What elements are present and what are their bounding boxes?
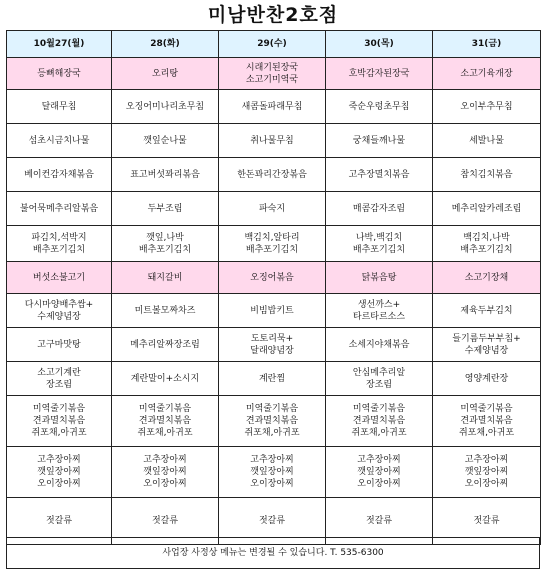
menu-cell-wed xyxy=(219,90,326,124)
menu-item: 장조림 xyxy=(365,379,393,390)
menu-item: 미역줄기볶음 xyxy=(460,404,513,414)
menu-item: 비빔밥키트 xyxy=(250,305,294,316)
menu-cell-mon xyxy=(7,262,112,294)
day-header-thu: 30(목) xyxy=(326,31,433,58)
menu-cell-fri xyxy=(433,124,541,158)
menu-cell-mon xyxy=(7,226,112,262)
menu-cell-fri xyxy=(433,90,541,124)
menu-item: 새콤돌파래무침 xyxy=(241,101,303,112)
menu-item: 고추장아찌 xyxy=(37,455,81,465)
menu-item: 다시마양배추쌈+ xyxy=(24,299,94,310)
weekly-menu-table xyxy=(6,30,541,545)
menu-item: 견과멸치볶음 xyxy=(32,416,86,426)
menu-item: 고추장멸치볶음 xyxy=(348,169,410,180)
menu-cell-tue xyxy=(112,226,219,262)
menu-cell-fri xyxy=(433,396,541,447)
menu-row xyxy=(7,90,541,124)
menu-cell-wed xyxy=(219,328,326,362)
menu-item: 소고기장채 xyxy=(464,272,509,283)
menu-item: 베이컨감자채볶음 xyxy=(24,169,94,180)
menu-cell-fri xyxy=(433,226,541,262)
menu-item: 오이장아찌 xyxy=(357,479,401,489)
menu-row xyxy=(7,262,541,294)
menu-body xyxy=(7,58,541,545)
menu-item: 젓갈류 xyxy=(473,516,500,526)
menu-item: 미역줄기볶음 xyxy=(138,404,192,414)
menu-cell-wed xyxy=(219,192,326,226)
menu-item: 달래무침 xyxy=(41,101,77,112)
menu-item: 깻잎장아찌 xyxy=(357,467,401,477)
menu-cell-wed xyxy=(219,124,326,158)
menu-item: 젓갈류 xyxy=(258,516,286,526)
menu-cell-wed xyxy=(219,294,326,328)
menu-cell-wed xyxy=(219,158,326,192)
footer-notice: 사업장 사정상 메뉴는 변경될 수 있습니다. T. 535-6300 xyxy=(6,537,540,569)
menu-item: 배추포기김치 xyxy=(460,244,513,255)
menu-cell-thu xyxy=(326,294,433,328)
menu-item: 견과멸치볶음 xyxy=(138,416,192,426)
menu-cell-mon xyxy=(7,192,112,226)
day-header-tue: 28(화) xyxy=(112,31,219,58)
menu-item: 오리탕 xyxy=(151,68,179,79)
menu-item: 쥐포채,아귀포 xyxy=(458,428,515,438)
menu-cell-wed xyxy=(219,362,326,396)
menu-item: 고추장아찌 xyxy=(357,455,401,465)
menu-item: 견과멸치볶음 xyxy=(352,416,406,426)
menu-item: 오이부추무침 xyxy=(460,101,513,112)
menu-item: 오이장아찌 xyxy=(464,479,509,489)
menu-cell-tue xyxy=(112,362,219,396)
menu-item: 소세지야채볶음 xyxy=(348,339,410,350)
menu-item: 고구마맛탕 xyxy=(37,339,81,350)
menu-cell-wed xyxy=(219,58,326,90)
menu-item: 메추리알짜장조림 xyxy=(130,339,200,350)
menu-item: 파김치,석박지 xyxy=(31,232,87,243)
menu-item: 쥐포채,아귀포 xyxy=(137,428,193,438)
menu-cell-thu xyxy=(326,192,433,226)
menu-item: 취나물무침 xyxy=(250,135,294,146)
menu-item: 고추장아찌 xyxy=(143,455,187,465)
menu-cell-tue xyxy=(112,396,219,447)
menu-item: 달래양념장 xyxy=(250,345,294,356)
menu-cell-fri xyxy=(433,362,541,396)
menu-item: 도토리묵+ xyxy=(250,333,294,344)
menu-row xyxy=(7,226,541,262)
menu-item: 쥐포채,아귀포 xyxy=(351,428,407,438)
menu-item: 백김치,나박 xyxy=(463,232,510,243)
menu-item: 영양계란장 xyxy=(464,373,509,384)
menu-item: 섬초시금치나물 xyxy=(28,135,90,146)
menu-cell-tue xyxy=(112,294,219,328)
menu-cell-thu xyxy=(326,124,433,158)
day-header-fri: 31(금) xyxy=(433,31,541,58)
menu-row xyxy=(7,396,541,447)
menu-item: 계란찜 xyxy=(258,373,286,384)
menu-cell-fri xyxy=(433,328,541,362)
page-title: 미남반찬2호점 xyxy=(207,4,339,26)
menu-cell-fri xyxy=(433,58,541,90)
menu-row xyxy=(7,158,541,192)
menu-item: 수제양념장 xyxy=(464,345,509,356)
menu-cell-thu xyxy=(326,58,433,90)
menu-cell-thu xyxy=(326,158,433,192)
menu-cell-tue xyxy=(112,192,219,226)
menu-item: 장조림 xyxy=(45,379,73,390)
menu-cell-fri xyxy=(433,447,541,498)
menu-item: 깻잎장아찌 xyxy=(464,467,509,477)
day-header-wed: 29(수) xyxy=(219,31,326,58)
menu-item: 소고기미역국 xyxy=(245,74,299,85)
menu-cell-thu xyxy=(326,226,433,262)
menu-item: 젓갈류 xyxy=(365,516,393,526)
menu-item: 궁채들깨나물 xyxy=(352,135,406,146)
menu-cell-wed xyxy=(219,396,326,447)
menu-item: 죽순우렁초무침 xyxy=(348,101,410,112)
menu-cell-mon xyxy=(7,396,112,447)
menu-cell-mon xyxy=(7,294,112,328)
menu-item: 들기름두부부침+ xyxy=(452,333,521,344)
menu-cell-tue xyxy=(112,58,219,90)
menu-cell-tue xyxy=(112,90,219,124)
day-header-row xyxy=(7,31,541,58)
menu-item: 표고버섯꽈리볶음 xyxy=(130,169,200,180)
menu-cell-mon xyxy=(7,124,112,158)
menu-cell-thu xyxy=(326,328,433,362)
menu-cell-mon xyxy=(7,58,112,90)
menu-item: 생선까스+ xyxy=(357,299,401,310)
menu-cell-thu xyxy=(326,396,433,447)
menu-item: 깻잎장아찌 xyxy=(143,467,187,477)
menu-cell-wed xyxy=(219,262,326,294)
menu-item: 미역줄기볶음 xyxy=(245,404,299,414)
menu-cell-fri xyxy=(433,294,541,328)
menu-item: 안심메추리알 xyxy=(352,367,406,378)
menu-cell-tue xyxy=(112,262,219,294)
menu-item: 깻잎순나물 xyxy=(143,135,187,146)
menu-row xyxy=(7,192,541,226)
menu-cell-wed xyxy=(219,226,326,262)
menu-item: 견과멸치볶음 xyxy=(460,416,513,426)
menu-item: 파숙지 xyxy=(258,203,286,214)
menu-item: 쥐포채,아귀포 xyxy=(31,428,87,438)
menu-item: 배추포기김치 xyxy=(138,244,192,255)
menu-item: 고추장아찌 xyxy=(250,455,294,465)
menu-cell-tue xyxy=(112,447,219,498)
menu-item: 시래기된장국 xyxy=(245,62,299,73)
menu-cell-thu xyxy=(326,262,433,294)
menu-item: 고추장아찌 xyxy=(464,455,509,465)
menu-item: 매콤감자조림 xyxy=(352,203,406,214)
menu-cell-mon xyxy=(7,328,112,362)
menu-cell-thu xyxy=(326,362,433,396)
menu-item: 제육두부김치 xyxy=(460,305,513,316)
menu-item: 두부조림 xyxy=(147,203,183,214)
menu-item: 등뼈해장국 xyxy=(37,68,81,79)
menu-item: 오이장아찌 xyxy=(250,479,294,489)
menu-cell-mon xyxy=(7,90,112,124)
menu-item: 미트볼모짜차즈 xyxy=(134,305,196,316)
menu-cell-fri xyxy=(433,192,541,226)
menu-item: 백김치,알타리 xyxy=(244,232,300,243)
menu-item: 미역줄기볶음 xyxy=(352,404,406,414)
menu-row xyxy=(7,58,541,90)
menu-item: 오징어볶음 xyxy=(250,272,294,283)
menu-item: 불어묵메추리알볶음 xyxy=(19,203,99,214)
menu-item: 버섯소불고기 xyxy=(32,272,86,283)
menu-item: 배추포기김치 xyxy=(245,244,299,255)
menu-item: 메추리알카레조림 xyxy=(451,203,522,214)
menu-item: 오이장아찌 xyxy=(37,479,81,489)
menu-item: 젓갈류 xyxy=(45,516,73,526)
day-header-mon: 10월27(월) xyxy=(7,31,112,58)
menu-item: 깻잎장아찌 xyxy=(250,467,294,477)
menu-cell-mon xyxy=(7,158,112,192)
menu-cell-fri xyxy=(433,262,541,294)
menu-item: 참치김치볶음 xyxy=(460,169,513,180)
menu-item: 돼지갈비 xyxy=(147,272,183,283)
menu-item: 소고기육개장 xyxy=(460,68,513,79)
menu-cell-mon xyxy=(7,362,112,396)
menu-cell-tue xyxy=(112,124,219,158)
menu-item: 깻잎,나박 xyxy=(146,232,184,243)
menu-cell-thu xyxy=(326,90,433,124)
menu-row xyxy=(7,362,541,396)
menu-cell-wed xyxy=(219,447,326,498)
menu-cell-tue xyxy=(112,158,219,192)
menu-cell-fri xyxy=(433,158,541,192)
menu-item: 배추포기김치 xyxy=(32,244,86,255)
menu-item: 세발나물 xyxy=(469,135,504,146)
menu-item: 젓갈류 xyxy=(151,516,179,526)
menu-row xyxy=(7,328,541,362)
menu-cell-mon xyxy=(7,447,112,498)
menu-item: 계란말이+소시지 xyxy=(130,373,200,384)
menu-item: 한돈꽈리간장볶음 xyxy=(237,169,307,180)
menu-item: 호박감자된장국 xyxy=(348,68,410,79)
menu-item: 타르타르소스 xyxy=(352,311,406,322)
menu-cell-tue xyxy=(112,328,219,362)
menu-row xyxy=(7,124,541,158)
menu-item: 소고기계란 xyxy=(37,367,81,378)
menu-row xyxy=(7,294,541,328)
menu-item: 배추포기김치 xyxy=(352,244,406,255)
menu-item: 나박,백김치 xyxy=(355,232,403,243)
menu-cell-thu xyxy=(326,447,433,498)
menu-item: 수제양념장 xyxy=(37,311,81,322)
menu-item: 미역줄기볶음 xyxy=(32,404,86,414)
menu-row xyxy=(7,447,541,498)
menu-item: 닭볶음탕 xyxy=(361,272,397,283)
menu-item: 깻잎장아찌 xyxy=(37,467,81,477)
menu-item: 오이장아찌 xyxy=(143,479,187,489)
menu-item: 견과멸치볶음 xyxy=(245,416,299,426)
menu-item: 오징어미나리초무침 xyxy=(125,101,205,112)
menu-item: 쥐포채,아귀포 xyxy=(244,428,300,438)
